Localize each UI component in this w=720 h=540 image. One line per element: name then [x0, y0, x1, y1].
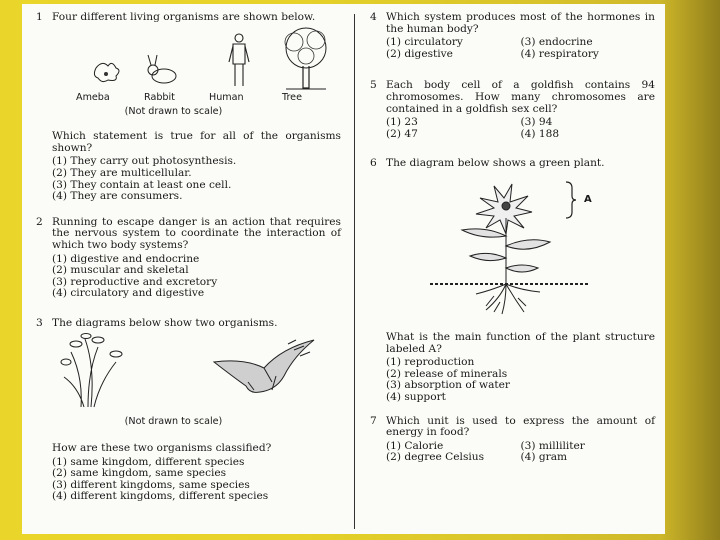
organism-labels: [36, 92, 341, 104]
question-number: 3: [36, 316, 43, 329]
answer-option[interactable]: (4) different kingdoms, different species: [52, 490, 269, 503]
answer-option[interactable]: (4) 188: [520, 127, 560, 140]
tree-drawing: [285, 28, 326, 89]
question-stem: What is the main function of the plant structure labeled A?: [386, 330, 655, 355]
answer-option[interactable]: (2) muscular and skeletal: [52, 264, 189, 277]
answer-option[interactable]: (3) reproductive and excretory: [52, 275, 218, 288]
question-2: [36, 217, 341, 300]
right-column: [370, 12, 655, 464]
question-text: Which unit is used to express the amount of energy in food?: [386, 414, 655, 439]
answer-option[interactable]: (2) same kingdom, same species: [52, 467, 227, 480]
answer-option[interactable]: (1) Calorie: [386, 439, 444, 452]
answer-option[interactable]: (2) degree Celsius: [386, 451, 485, 464]
answer-options: [52, 156, 341, 202]
question-text: The diagrams below show two organisms.: [52, 316, 278, 329]
question-6: [370, 158, 655, 403]
rabbit-drawing: [148, 55, 176, 83]
answer-option[interactable]: (1) reproduction: [386, 356, 475, 369]
answer-option[interactable]: (1) same kingdom, different species: [52, 455, 245, 468]
question-4: [370, 12, 655, 60]
answer-option[interactable]: (1) 23: [386, 116, 418, 129]
answer-option[interactable]: (1) They carry out photosynthesis.: [52, 155, 237, 168]
answer-option[interactable]: (4) They are consumers.: [52, 190, 183, 203]
answer-options: [386, 117, 655, 140]
organisms-illustration: [36, 26, 336, 92]
question-number: 7: [370, 414, 377, 427]
answer-option[interactable]: (2) 47: [386, 127, 418, 140]
question-3: [36, 318, 341, 503]
question-text: Running to escape danger is an action that requires the nervous system to coordinate the interaction of which two body systems?: [52, 215, 341, 251]
question-5: [370, 80, 655, 140]
answer-option[interactable]: (4) gram: [520, 451, 568, 464]
answer-options: [52, 254, 341, 300]
question-number: 2: [36, 215, 43, 228]
question-number: 4: [370, 11, 377, 23]
answer-option[interactable]: (1) circulatory: [386, 36, 463, 49]
question-stem: Which statement is true for all of the organisms shown?: [52, 130, 341, 154]
answer-option[interactable]: (4) circulatory and digestive: [52, 287, 205, 300]
answer-option[interactable]: (3) milliliter: [520, 439, 585, 452]
answer-option[interactable]: (4) support: [386, 390, 446, 403]
question-text: Which system produces most of the hormones in the human body?: [386, 11, 655, 35]
answer-options: [386, 441, 655, 464]
answer-option[interactable]: (1) digestive and endocrine: [52, 252, 200, 265]
question-text: The diagram below shows a green plant.: [386, 157, 605, 170]
plant-drawing: [61, 333, 122, 407]
question-text: Four different living organisms are shown below.: [52, 11, 316, 23]
background-shadow: [660, 0, 720, 540]
column-divider: [354, 14, 355, 529]
label-human: Human: [209, 91, 244, 103]
two-organisms-illustration: [36, 332, 336, 412]
exam-page: [22, 4, 665, 534]
answer-option[interactable]: (3) 94: [520, 116, 553, 129]
eagle-drawing: [214, 340, 314, 392]
question-number: 5: [370, 79, 377, 92]
question-1: [36, 12, 341, 203]
question-7: [370, 416, 655, 464]
scale-note: (Not drawn to scale): [124, 105, 223, 117]
answer-option[interactable]: (3) They contain at least one cell.: [52, 178, 232, 191]
human-drawing: [229, 34, 249, 86]
plant-diagram: [370, 176, 655, 316]
label-tree: Tree: [282, 91, 302, 103]
answer-option[interactable]: (3) endocrine: [520, 36, 593, 49]
label-a: A: [584, 193, 592, 205]
answer-option[interactable]: (4) respiratory: [520, 47, 599, 60]
answer-options: [52, 457, 341, 503]
scale-note: (Not drawn to scale): [124, 415, 223, 427]
question-text: Each body cell of a goldfish contains 94 chromosomes. How many chromosomes are contained in a goldfish sex cell?: [386, 79, 655, 115]
answer-option[interactable]: (3) absorption of water: [386, 379, 510, 392]
question-number: 6: [370, 157, 377, 170]
answer-option[interactable]: (3) different kingdoms, same species: [52, 478, 250, 491]
answer-options: [386, 357, 655, 403]
label-ameba: Ameba: [76, 91, 110, 103]
question-stem: How are these two organisms classified?: [52, 442, 272, 455]
left-column: [36, 12, 341, 503]
question-number: 1: [36, 11, 43, 23]
answer-option[interactable]: (2) release of minerals: [386, 367, 508, 380]
answer-options: [386, 37, 655, 60]
label-rabbit: Rabbit: [144, 91, 175, 103]
answer-option[interactable]: (2) They are multicellular.: [52, 166, 192, 179]
answer-option[interactable]: (2) digestive: [386, 47, 453, 60]
